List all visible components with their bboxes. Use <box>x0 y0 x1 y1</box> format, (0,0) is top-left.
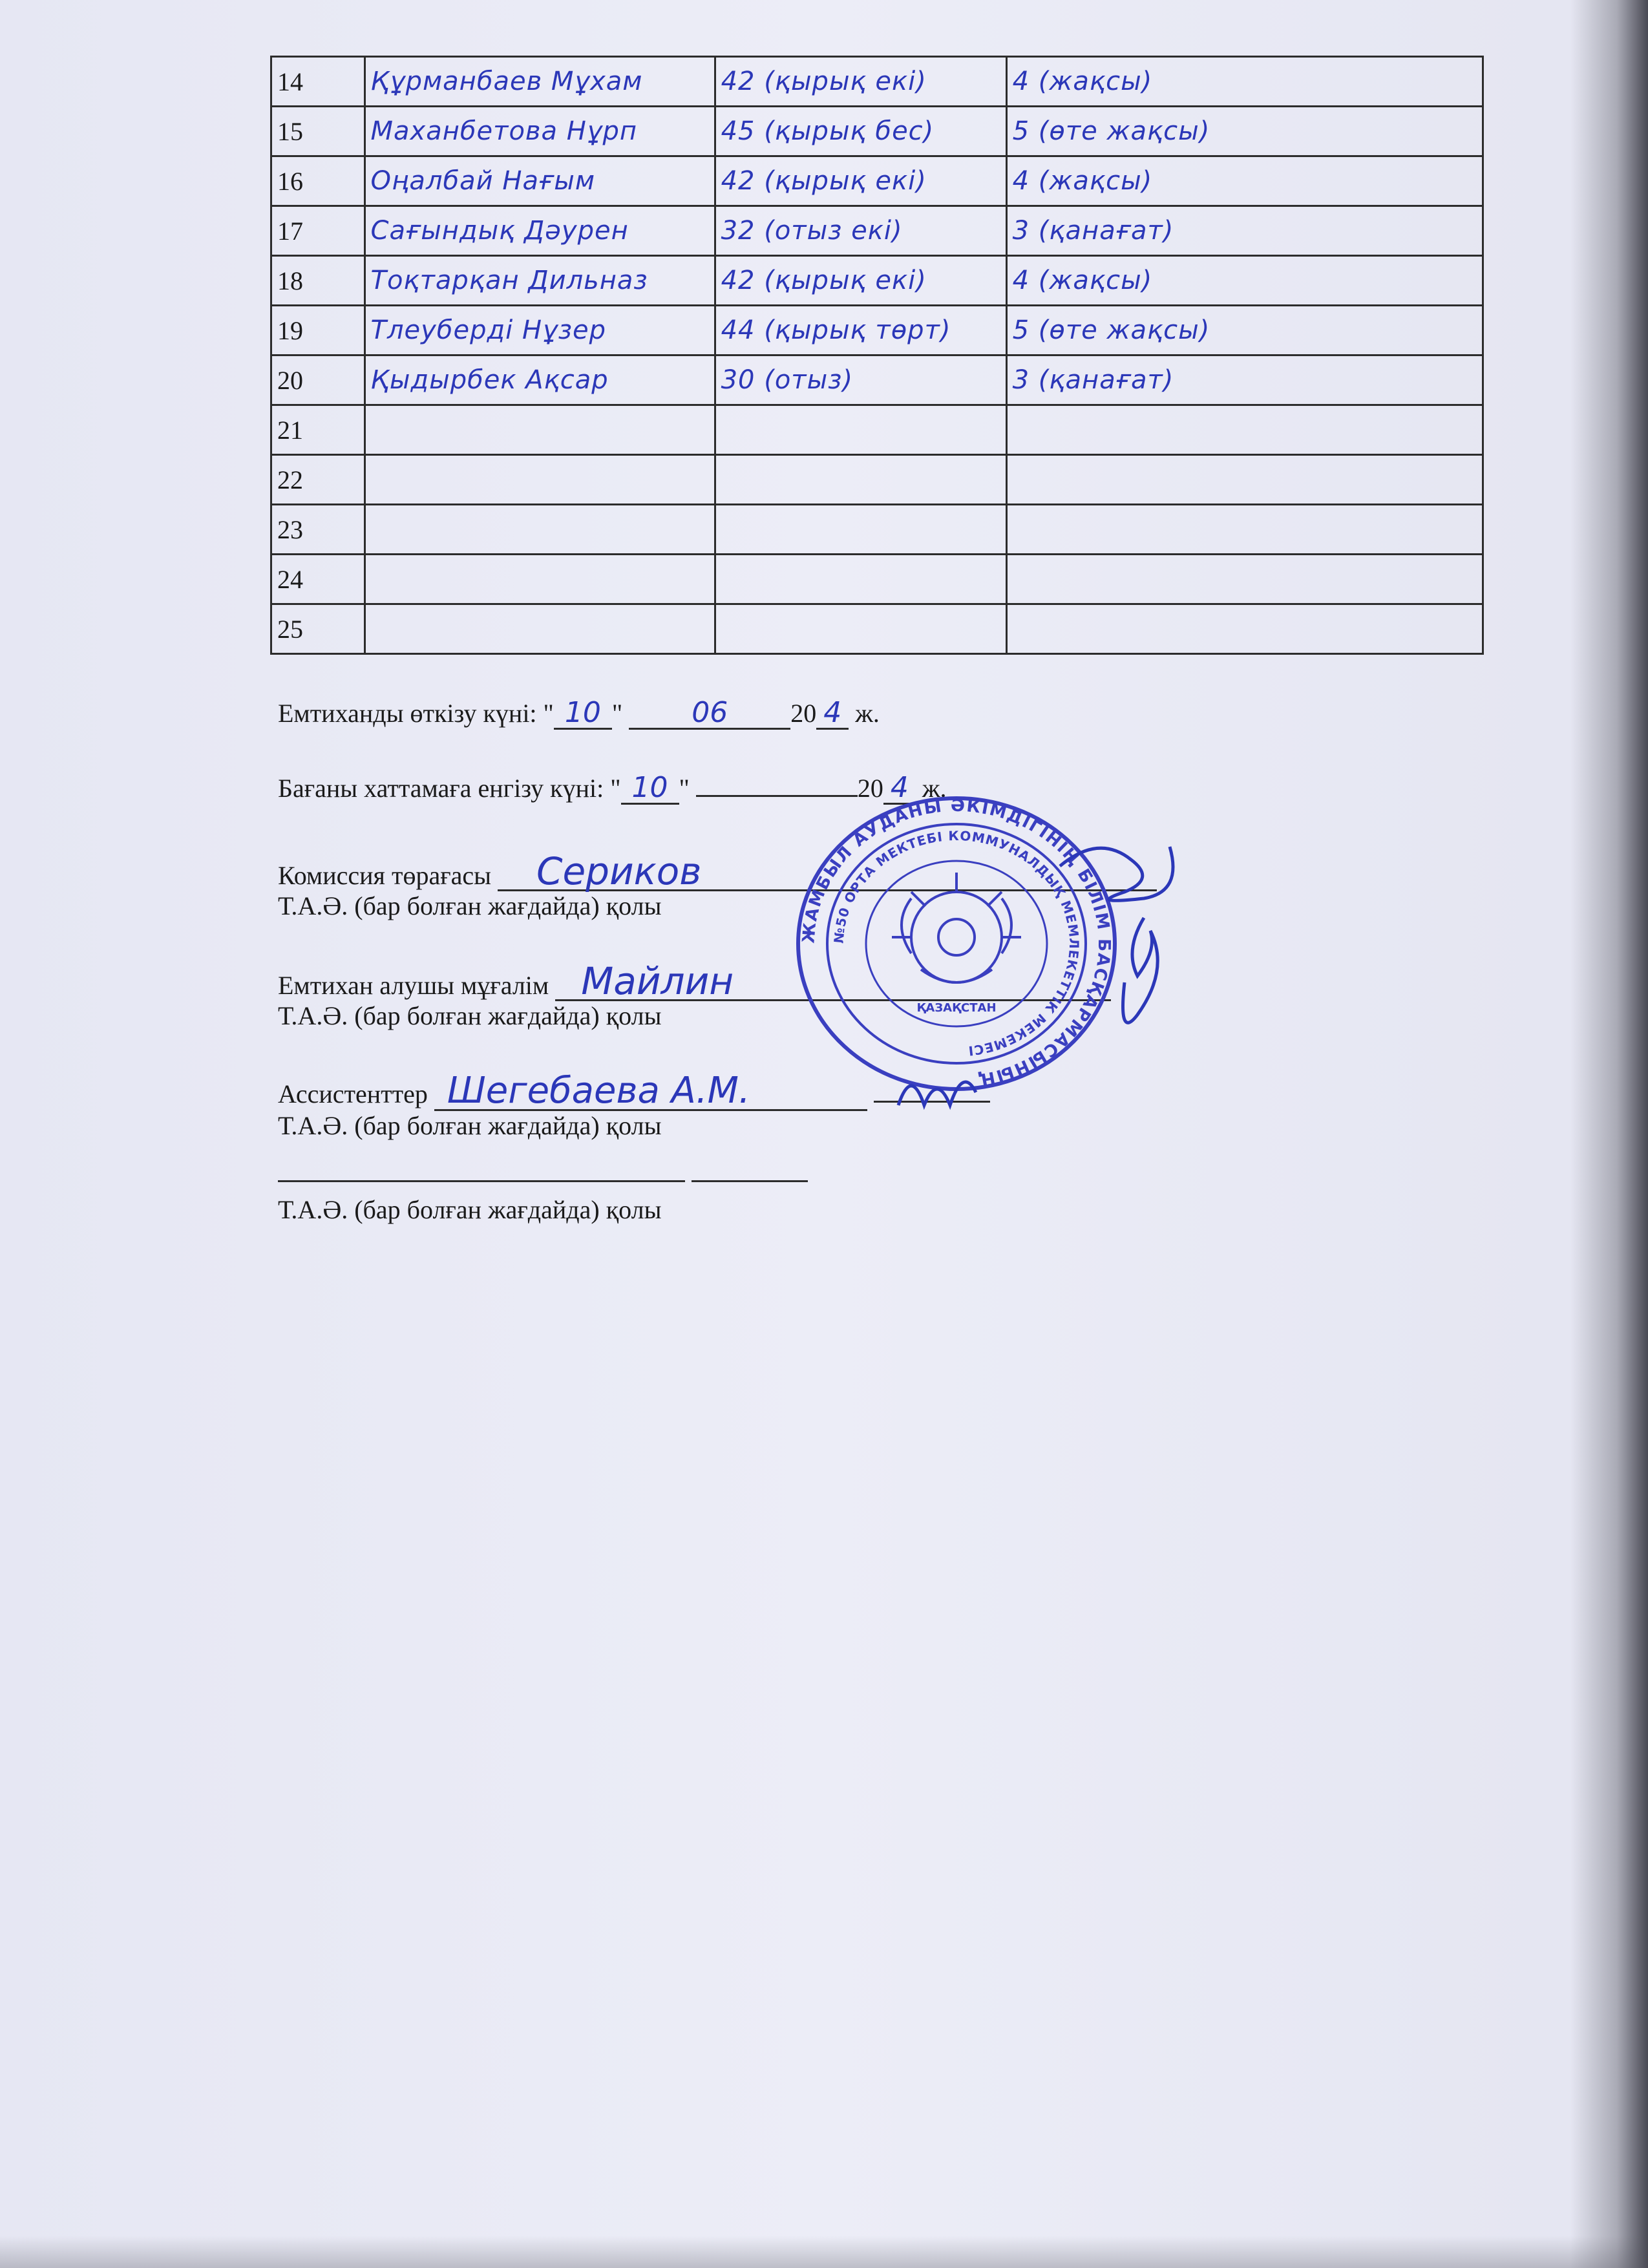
protocol-date-label: Бағаны хаттамаға енгізу күні: " <box>278 774 621 803</box>
score-cell: 44 (қырық төрт) <box>715 306 1006 355</box>
grade-cell: 5 (өте жақсы) <box>1006 306 1483 355</box>
exam-date-day: 10 <box>554 698 612 730</box>
protocol-date-day: 10 <box>621 773 679 805</box>
grade-cell: 3 (қанағат) <box>1006 355 1483 405</box>
svg-text:№50 ОРТА МЕКТЕБІ КОММУНАЛДЫҚ М <box>831 828 1082 1059</box>
commission-label: Комиссия төрағасы <box>278 861 491 890</box>
protocol-date-quote: " <box>679 774 690 803</box>
teacher-signature: Майлин <box>555 963 1111 1001</box>
row-number: 25 <box>271 604 365 654</box>
student-name-cell <box>364 604 715 654</box>
score-cell <box>715 604 1006 654</box>
table-row <box>271 57 1483 107</box>
row-number: 23 <box>271 505 365 555</box>
row-number: 14 <box>271 57 365 107</box>
exam-date-line <box>278 698 880 730</box>
exam-date-year-suffix: 4 <box>816 698 849 730</box>
score-cell: 30 (отыз) <box>715 355 1006 405</box>
score-cell <box>715 405 1006 455</box>
student-name-cell: Оңалбай Нағым <box>364 156 715 206</box>
student-name-cell: Сағындық Дәурен <box>364 206 715 256</box>
row-number: 24 <box>271 555 365 604</box>
assistants-label: Ассистенттер <box>278 1079 428 1108</box>
table-row <box>271 306 1483 355</box>
scan-edge-shadow <box>1570 0 1648 2268</box>
stamp-inner-text: №50 ОРТА МЕКТЕБІ КОММУНАЛДЫҚ МЕМЛЕКЕТТІК МЕКЕМЕСІ <box>830 827 1083 1059</box>
score-cell: 32 (отыз екі) <box>715 206 1006 256</box>
grade-cell: 4 (жақсы) <box>1006 57 1483 107</box>
row-number: 19 <box>271 306 365 355</box>
protocol-date-year-end: ж. <box>922 774 947 803</box>
row-number: 16 <box>271 156 365 206</box>
score-cell: 42 (қырық екі) <box>715 57 1006 107</box>
grade-cell <box>1006 604 1483 654</box>
grade-cell <box>1006 455 1483 505</box>
commission-fio: Т.А.Ә. (бар болған жағдайда) қолы <box>278 891 662 920</box>
table-row <box>271 107 1483 156</box>
row-number: 15 <box>271 107 365 156</box>
row-number: 17 <box>271 206 365 256</box>
stamp-outer-text: ЖАМБЫЛ АУДАНЫ ӘКІМДІГІНІҢ БІЛІМ БАСҚАРМАСЫНЫҢ <box>799 796 1114 1090</box>
table-row <box>271 256 1483 306</box>
table-row <box>271 405 1483 455</box>
student-name-cell: Құрманбаев Мұхам <box>364 57 715 107</box>
grade-cell: 5 (өте жақсы) <box>1006 107 1483 156</box>
score-cell <box>715 505 1006 555</box>
score-cell <box>715 455 1006 505</box>
table-row <box>271 156 1483 206</box>
assistant2-sign-line <box>278 1158 808 1189</box>
score-cell: 42 (қырық екі) <box>715 256 1006 306</box>
student-name-cell <box>364 505 715 555</box>
grade-cell: 4 (жақсы) <box>1006 256 1483 306</box>
table-row <box>271 555 1483 604</box>
assistant2-name-line <box>278 1180 685 1182</box>
row-number: 22 <box>271 455 365 505</box>
exam-date-quote: " <box>611 699 623 728</box>
stamp-emblem-icon <box>892 873 1021 982</box>
grade-cell <box>1006 555 1483 604</box>
grade-cell <box>1006 405 1483 455</box>
grades-table-body <box>271 57 1483 654</box>
assistant2-fio: Т.А.Ә. (бар болған жағдайда) қолы <box>278 1195 662 1224</box>
exam-date-year-prefix: 20 <box>790 699 817 728</box>
table-row <box>271 455 1483 505</box>
table-row <box>271 206 1483 256</box>
row-number: 21 <box>271 405 365 455</box>
grade-cell: 3 (қанағат) <box>1006 206 1483 256</box>
chair-signature-scribble <box>1047 821 1189 1054</box>
table-row <box>271 604 1483 654</box>
score-cell <box>715 555 1006 604</box>
assistant2-signature-line <box>692 1180 808 1182</box>
protocol-date-year-suffix: 4 <box>883 773 916 805</box>
student-name-cell: Тоқтарқан Дильназ <box>364 256 715 306</box>
table-row <box>271 355 1483 405</box>
exam-date-month: 06 <box>629 698 790 730</box>
teacher-fio: Т.А.Ә. (бар болған жағдайда) қолы <box>278 1001 662 1030</box>
assistants-fio: Т.А.Ә. (бар болған жағдайда) қолы <box>278 1111 662 1140</box>
teacher-label: Емтихан алушы мұғалім <box>278 971 549 1000</box>
table-row <box>271 505 1483 555</box>
score-cell: 45 (қырық бес) <box>715 107 1006 156</box>
scan-bottom-shadow <box>0 2236 1648 2268</box>
assistants-signature: Шегебаева А.М. <box>434 1073 867 1111</box>
assistant-signature-scribble <box>892 1054 982 1125</box>
grades-table <box>270 56 1484 655</box>
grade-cell: 4 (жақсы) <box>1006 156 1483 206</box>
stamp-center-text: ҚАЗАҚСТАН <box>916 1001 997 1015</box>
score-cell: 42 (қырық екі) <box>715 156 1006 206</box>
student-name-cell <box>364 405 715 455</box>
row-number: 18 <box>271 256 365 306</box>
row-number: 20 <box>271 355 365 405</box>
student-name-cell: Қыдырбек Ақсар <box>364 355 715 405</box>
commission-signature: Сериков <box>498 853 1157 891</box>
grade-cell <box>1006 505 1483 555</box>
student-name-cell <box>364 555 715 604</box>
student-name-cell: Маханбетова Нұрп <box>364 107 715 156</box>
exam-date-label: Емтиханды өткізу күні: " <box>278 699 554 728</box>
protocol-date-year-prefix: 20 <box>857 774 883 803</box>
student-name-cell: Тлеуберді Нұзер <box>364 306 715 355</box>
exam-date-year-end: ж. <box>855 699 880 728</box>
student-name-cell <box>364 455 715 505</box>
